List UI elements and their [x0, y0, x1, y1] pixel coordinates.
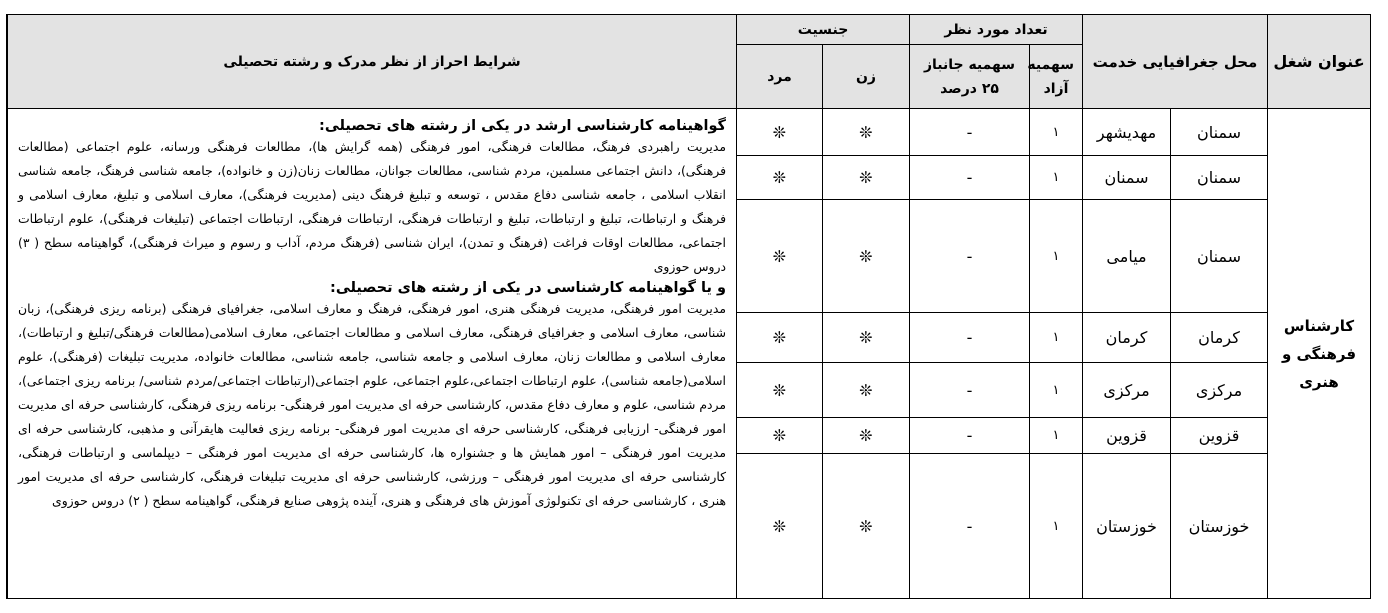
province-cell: مرکزی — [1171, 363, 1268, 418]
female-mark: ❊ — [823, 363, 910, 418]
header-requirements: شرایط احراز از نظر مدرک و رشته تحصیلی — [8, 15, 737, 109]
city-cell: خوزستان — [1083, 454, 1171, 599]
male-mark: ❊ — [737, 313, 823, 363]
female-mark: ❊ — [823, 109, 910, 156]
city-cell: میامی — [1083, 200, 1171, 313]
male-mark: ❊ — [737, 109, 823, 156]
dark-divider — [7, 109, 8, 599]
masters-fields: مدیریت راهبردی فرهنگ، مطالعات فرهنگی، امور فرهنگی (همه گرایش ها)، مطالعات فرهنگی ورسانه، علوم اجتماعی (مطالعات فرهنگی)، دانش اجتماعی مسلمین، مردم شناسی، مطالعات جوانان، مطالعات زنان(زن و خانواده)، جامعه شناسی فرهنگ، جامعه شناسی انقلاب اسلامی ، جامعه شناسی دفاع مقدس ، توسعه و تبلیغ فرهنگ دینی (مدیریت فرهنگی)، معارف اسلامی و تبلیغ، معارف اسلامی و فرهنگ و ارتباطات، تبلیغ و ارتباطات، تبلیغ و ارتباطات فرهنگی، ارتباطات فرهنگی، ارتباطات اجتماعی (تبلیغات فرهنگی)، علوم ارتباطات اجتماعی، مطالعات اوقات فراغت (فرهنگ و تمدن)، ایران شناسی (فرهنگ مردم، آداب و رسوم و میراث فرهنگی)، گواهینامه سطح ( ۳) دروس حوزوی — [18, 139, 726, 274]
header-quota-veteran: سهمیه جانباز ۲۵ درصد — [910, 45, 1030, 109]
header-job-title: عنوان شغل — [1268, 15, 1371, 109]
quota-veteran-cell: - — [910, 109, 1030, 156]
quota-free-cell: ۱ — [1030, 156, 1083, 200]
city-cell: سمنان — [1083, 156, 1171, 200]
province-cell: سمنان — [1171, 156, 1268, 200]
masters-heading: گواهینامه کارشناسی ارشد در یکی از رشته های تحصیلی: — [319, 118, 726, 134]
female-mark: ❊ — [823, 418, 910, 454]
female-mark: ❊ — [823, 313, 910, 363]
city-cell: مرکزی — [1083, 363, 1171, 418]
dark-divider — [7, 15, 8, 109]
quota-free-cell: ۱ — [1030, 313, 1083, 363]
province-cell: سمنان — [1171, 109, 1268, 156]
quota-veteran-cell: - — [910, 363, 1030, 418]
header-male: مرد — [737, 45, 823, 109]
header-quota-free: سهمیه آزاد — [1030, 45, 1083, 109]
male-mark: ❊ — [737, 363, 823, 418]
job-table — [6, 14, 1371, 599]
quota-veteran-cell: - — [910, 200, 1030, 313]
bachelors-fields: مدیریت امور فرهنگی، مدیریت فرهنگی هنری، امور فرهنگی، فرهنگ و معارف اسلامی، جغرافیای فرهنگی (برنامه ریزی فرهنگی)، زبان شناسی، معارف اسلامی و جغرافیای فرهنگی، معارف اسلامی و مطالعات اجتماعی، معارف اسلامی(مطالعات فرهنگی/تبلیغ و ارتباطات)، معارف اسلامی و مطالعات زنان، معارف اسلامی و جامعه شناسی، جامعه شناسی، مطالعات خانواده، مدیریت تبلیغات (فرهنگی)، علوم اسلامی(جامعه شناسی)، علوم ارتباطات اجتماعی،علوم اجتماعی، علوم اجتماعی(ارتباطات اجتماعی/مردم شناسی/ برنامه ریزی اجتماعی)، مردم شناسی، علوم و معارف دفاع مقدس، کارشناسی حرفه ای مدیریت امور فرهنگی- برنامه ریزی فرهنگی، کارشناسی حرفه ای مدیریت امور فرهنگی- ارزیابی فرهنگی، کارشناسی حرفه ای مدیریت امور فرهنگی- برنامه ریزی فعالیت هایقرآنی و مذهبی، کارشناسی حرفه ای مدیریت امور فرهنگی – امور همایش ها و جشنواره ها، کارشناسی حرفه ای مدیریت امور فرهنگی – دیپلماسی و ارتباطات فرهنگی، کارشناسی حرفه ای مدیریت امور فرهنگی – ورزشی، کارشناسی حرفه ای مدیریت تبلیغات فرهنگی، کارشناسی حرفه ای مدیریت امور هنری ، کارشناسی حرفه ای تکنولوژی آموزش های فرهنگی و هنری، آینده پژوهی صنایع فرهنگی، گواهینامه سطح ( ۲) دروس حوزوی — [18, 301, 726, 508]
male-mark: ❊ — [737, 418, 823, 454]
province-cell: کرمان — [1171, 313, 1268, 363]
quota-free-cell: ۱ — [1030, 418, 1083, 454]
city-cell: قزوین — [1083, 418, 1171, 454]
female-mark: ❊ — [823, 200, 910, 313]
city-cell: کرمان — [1083, 313, 1171, 363]
header-location: محل جغرافیایی خدمت — [1083, 15, 1268, 109]
quota-free-cell: ۱ — [1030, 454, 1083, 599]
male-mark: ❊ — [737, 454, 823, 599]
header-female: زن — [823, 45, 910, 109]
province-cell: سمنان — [1171, 200, 1268, 313]
quota-free-cell: ۱ — [1030, 109, 1083, 156]
requirements-cell — [8, 109, 737, 599]
header-gender: جنسیت — [737, 15, 910, 45]
bachelors-heading: و یا گواهینامه کارشناسی در یکی از رشته های تحصیلی: — [330, 280, 726, 296]
quota-veteran-cell: - — [910, 313, 1030, 363]
female-mark: ❊ — [823, 156, 910, 200]
header-count-required: تعداد مورد نظر — [910, 15, 1083, 45]
female-mark: ❊ — [823, 454, 910, 599]
quota-veteran-cell: - — [910, 156, 1030, 200]
city-cell: مهدیشهر — [1083, 109, 1171, 156]
province-cell: قزوین — [1171, 418, 1268, 454]
province-cell: خوزستان — [1171, 454, 1268, 599]
job-title-cell: کارشناس فرهنگی و هنری — [1268, 109, 1371, 599]
quota-veteran-cell: - — [910, 454, 1030, 599]
quota-free-cell: ۱ — [1030, 363, 1083, 418]
male-mark: ❊ — [737, 200, 823, 313]
quota-veteran-cell: - — [910, 418, 1030, 454]
quota-free-cell: ۱ — [1030, 200, 1083, 313]
male-mark: ❊ — [737, 156, 823, 200]
